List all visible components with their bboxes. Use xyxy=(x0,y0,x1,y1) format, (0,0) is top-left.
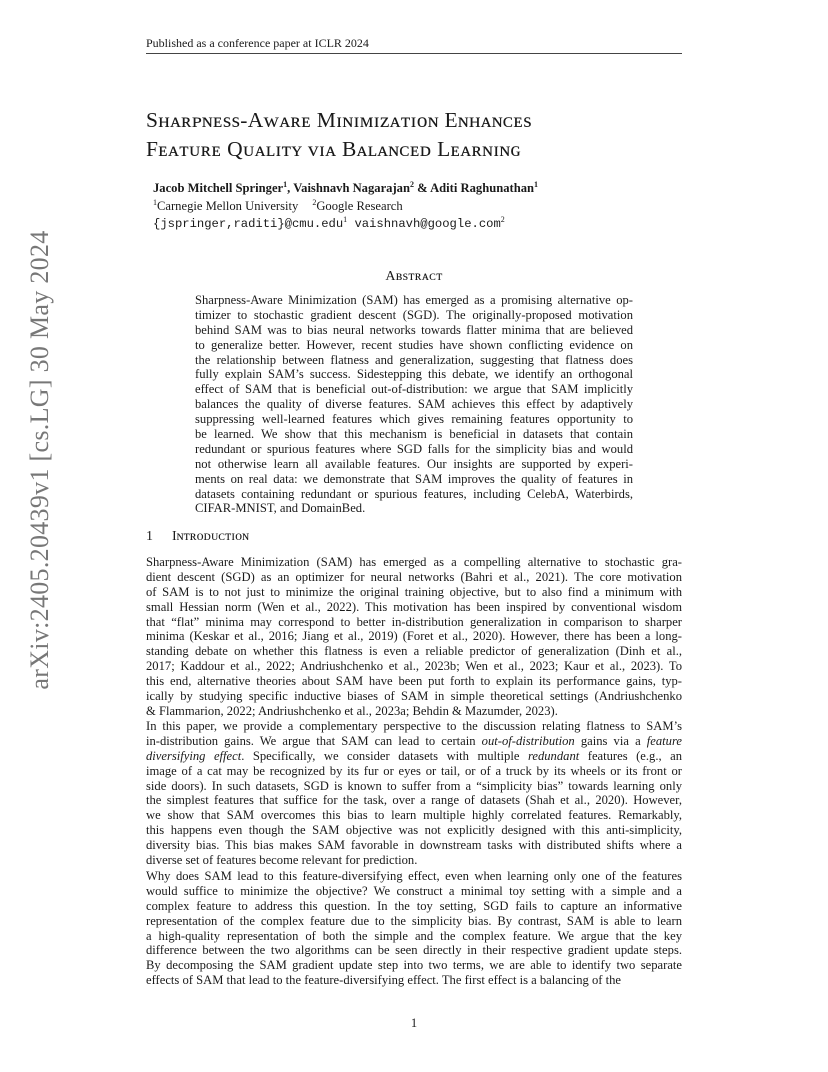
text-line: side doors). In such datasets, SGD is known to suffer from a “simplicity bias” towards learning only xyxy=(146,778,682,793)
text-line: to generalize better. However, recent studies have shown conflicting evidence on xyxy=(195,337,633,352)
text-line: standing debate on whether this flatness is even a reliable predictor of generalization (Dinh et al., xyxy=(146,644,682,659)
author-list: Jacob Mitchell Springer$^1$, Vaishnavh Nagarajan$^2$ & Aditi Raghunathan$^1$ xyxy=(153,180,538,195)
text-line: datasets containing redundant or spurious features, including CelebA, Waterbirds, xyxy=(195,486,633,501)
text-line: By decomposing the SAM gradient update step into two terms, we are able to identify two separate xyxy=(146,958,682,973)
text-line: redundant or spurious features where SGD falls for the simplicity bias and would xyxy=(195,441,633,456)
emphasized-text: diversifying effect xyxy=(146,748,242,763)
text-line: Sharpness-Aware Minimization (SAM) has emerged as a promising alternative op- xyxy=(195,293,633,307)
author-affil-mark: 2 xyxy=(409,180,414,189)
text-segment: gains via a xyxy=(574,733,647,748)
abstract-body xyxy=(195,293,633,516)
text-line: & Flammarion, 2022; Andriushchenko et al., 2023a; Behdin & Mazumder, 2023). xyxy=(146,703,558,718)
text-line: balances the quality of diverse features. SAM achieves this effect by adaptively xyxy=(195,397,633,412)
section-heading xyxy=(146,529,249,545)
paragraph xyxy=(146,869,682,988)
section-title: Iɴᴛʀᴏᴅᴜᴄᴛɪᴏɴ xyxy=(172,529,250,544)
text-line: representation of the complex feature due to the simplicity bias. By contrast, SAM is able to learn xyxy=(146,913,682,928)
title-line: Fᴇᴀᴛᴜʀᴇ Qᴜᴀʟɪᴛʏ ᴠɪᴀ Bᴀʟᴀɴᴄᴇᴅ Lᴇᴀʀɴɪɴɢ xyxy=(146,137,521,161)
text-segment: in-distribution gains. We argue that SAM can lead to certain xyxy=(146,733,482,748)
text-line: Why does SAM lead to this feature-diversifying effect, even when learning only one of the features xyxy=(146,869,682,883)
header-rule xyxy=(146,53,682,54)
author-affil-mark: 1 xyxy=(534,180,538,189)
text-line: small Hessian norm (Wen et al., 2022). This motivation has been inspired by conventional wisdom xyxy=(146,599,682,614)
affiliations: $^1$Carnegie Mellon University $^2$Google Research xyxy=(153,198,403,213)
email: {jspringer,raditi}@cmu.edu xyxy=(153,217,344,231)
section-number: 1 xyxy=(146,529,153,544)
author-affil-mark: 1 xyxy=(283,180,288,189)
affiliation: Google Research xyxy=(316,199,403,213)
paragraph xyxy=(146,555,682,719)
text-line xyxy=(146,749,682,764)
arxiv-id: arXiv:2405.20439v1 [cs.LG] 30 May 2024 xyxy=(25,230,54,690)
text-line: suppressing well-learned features which gives remaining features opportunity to xyxy=(195,412,633,427)
author-emails: {jspringer,raditi}@cmu.edu$^1$ vaishnavh@google.com$^2$ xyxy=(153,215,505,231)
text-line: timizer to stochastic gradient descent (SGD). The originally-proposed motivation xyxy=(195,307,633,322)
text-line: not otherwise learn all available features. Our insights are supported by experi- xyxy=(195,456,633,471)
author-name: Aditi Raghunathan xyxy=(430,181,534,195)
text-line: the simplest features that suffice for the task, over a range of datasets (Shah et al., 2020). However, xyxy=(146,793,682,808)
emphasized-text: feature xyxy=(646,733,682,748)
paragraph xyxy=(146,719,682,868)
running-header: Published as a conference paper at ICLR 2024 xyxy=(146,36,369,50)
text-line: image of a cat may be recognized by its fur or eyes or tail, or of a truck by its wheels or its front or xyxy=(146,763,682,778)
author-name: Vaishnavh Nagarajan xyxy=(293,181,410,195)
email: vaishnavh@google.com xyxy=(354,217,501,231)
author-name: Jacob Mitchell Springer xyxy=(153,181,284,195)
abstract-heading: Aʙsᴛʀᴀᴄᴛ xyxy=(385,269,443,284)
text-line: ically by studying specific inductive biases of SAM in simple theoretical settings (Andriushchenko xyxy=(146,689,682,704)
text-line: diverse set of features become relevant for prediction. xyxy=(146,853,418,868)
text-line: 2017; Kaddour et al., 2022; Andriushchenko et al., 2023b; Wen et al., 2023; Kaur et al., 2023). To xyxy=(146,659,682,674)
text-line: would suffice to minimize the objective? We construct a minimal toy setting with a simple and a xyxy=(146,883,682,898)
emphasized-text: redundant xyxy=(527,748,580,763)
text-line: CIFAR-MNIST, and DomainBed. xyxy=(195,501,366,516)
text-line: difference between the two algorithms can be seen directly in their respective gradient update steps. xyxy=(146,943,682,958)
text-line: this happens even though the SAM objective was not explicitly designed with this anti-simplicity, xyxy=(146,823,682,838)
title-line: Sʜᴀʀᴘɴᴇss-Aᴡᴀʀᴇ Mɪɴɪᴍɪᴢᴀᴛɪᴏɴ Eɴʜᴀɴᴄᴇs xyxy=(146,108,532,132)
text-line: In this paper, we provide a complementary perspective to the discussion relating flatness to SAM’s xyxy=(146,719,682,733)
emphasized-text: out-of-distribution xyxy=(481,733,575,748)
text-line: fully explain SAM’s success. Sidestepping this debate, we identify an orthogonal xyxy=(195,367,633,382)
page-number: 1 xyxy=(410,1016,418,1030)
text-line: effects of SAM that lead to the feature-diversifying effect. The first effect is a balancing of the xyxy=(146,973,622,988)
text-line: be learned. We show that this mechanism is beneficial in datasets that contain xyxy=(195,427,633,442)
text-line xyxy=(146,734,682,749)
text-line: minima (Keskar et al., 2016; Jiang et al., 2019) (Foret et al., 2020). However, there has been a long- xyxy=(146,629,682,644)
text-segment: . Specifically, we consider datasets with multiple xyxy=(241,748,528,763)
text-line: ments on real data: we demonstrate that SAM improves the quality of features in xyxy=(195,471,633,486)
text-line: a high-quality representation of both the simple and the complex feature. We argue that the key xyxy=(146,928,682,943)
text-line: dient descent (SGD) as an optimizer for neural networks (Bahri et al., 2021). The core motivation xyxy=(146,569,682,584)
text-line: Sharpness-Aware Minimization (SAM) has emerged as a compelling alternative to stochastic gra- xyxy=(146,555,682,569)
text-line: behind SAM was to bias neural networks towards flatter minima that are believed xyxy=(195,322,633,337)
text-line: we show that SAM overcomes this bias to learn multiple highly correlated features. Remarkably, xyxy=(146,808,682,823)
affiliation: Carnegie Mellon University xyxy=(157,199,299,213)
paper-title xyxy=(146,106,706,164)
text-line: the relationship between flatness and generalization, suggesting that flatness does xyxy=(195,352,633,367)
text-line: complex feature to address this question. In the toy setting, SGD fails to capture an informative xyxy=(146,898,682,913)
text-line: this end, alternative theories about SAM have been put forth to explain its performance gains, typ- xyxy=(146,674,682,689)
text-line: of SAM is to not just to minimize the original training objective, but to also find a minimum with xyxy=(146,584,682,599)
text-line: that “flat” minima may correspond to better in-distribution generalization in comparison to sharper xyxy=(146,614,682,629)
text-line: diversity bias. This bias makes SAM favorable in downstream tasks with distributed shifts where a xyxy=(146,838,682,853)
text-segment: features (e.g., an xyxy=(579,748,682,763)
text-line: effect of SAM that is beneficial out-of-distribution: we argue that SAM implicitly xyxy=(195,382,633,397)
